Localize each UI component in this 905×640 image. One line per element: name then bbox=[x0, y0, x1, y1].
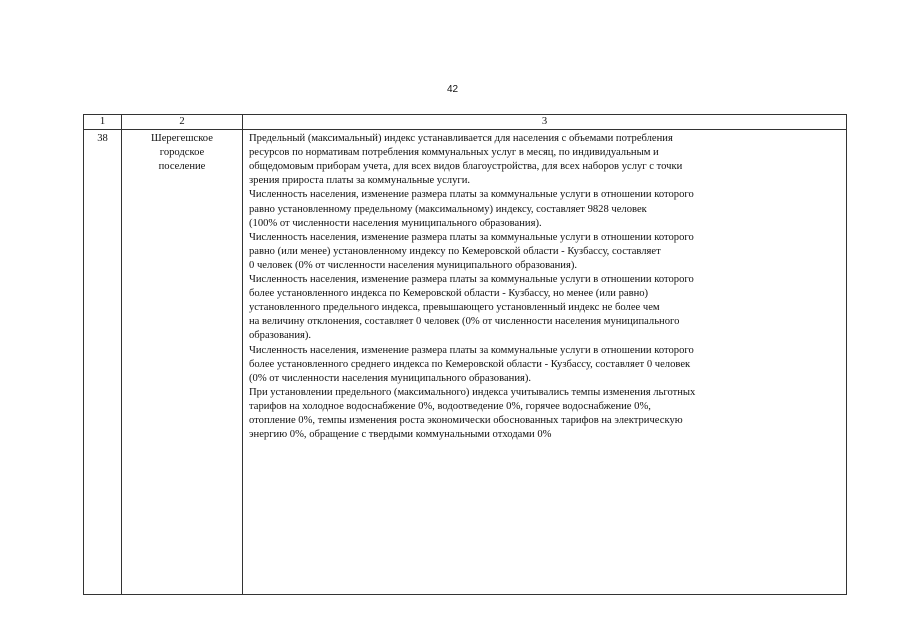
description-line: ресурсов по нормативам потребления коммунальных услуг в месяц, по индивидуальным и bbox=[249, 147, 659, 159]
description-line: установленного предельного индекса, превышающего установленный индекс не более чем bbox=[249, 302, 660, 314]
row-number-cell: 38 bbox=[84, 130, 122, 595]
description-line: равно установленному предельному (максимальному) индексу, составляет 9828 человек bbox=[249, 203, 647, 215]
description-line: равно (или менее) установленному индексу по Кемеровской области - Кузбассу, составляет bbox=[249, 245, 661, 257]
description-line: тарифов на холодное водоснабжение 0%, водоотведение 0%, горячее водоснабжение 0%, bbox=[249, 400, 651, 412]
document-table bbox=[83, 114, 847, 595]
description-line: Предельный (максимальный) индекс устанавливается для населения с объемами потребления bbox=[249, 133, 673, 145]
municipality-name-line: городское bbox=[159, 147, 205, 159]
description-line: Численность населения, изменение размера платы за коммунальные услуги в отношении которого bbox=[249, 274, 694, 286]
description-line: более установленного индекса по Кемеровской области - Кузбассу, но менее (или равно) bbox=[249, 288, 649, 300]
description-line: отопление 0%, темпы изменения роста экономически обоснованных тарифов на электрическую bbox=[249, 414, 683, 426]
header-cell-2: 2 bbox=[122, 115, 243, 130]
description-line: на величину отклонения, составляет 0 человек (0% от численности населения муниципального bbox=[249, 316, 680, 328]
description-line: общедомовым приборам учета, для всех видов благоустройства, для всех наборов услуг с точки bbox=[249, 161, 683, 173]
description-line: 0 человек (0% от численности населения муниципального образования). bbox=[249, 259, 578, 271]
description-line: При установлении предельного (максимального) индекса учитывались темпы изменения льготных bbox=[249, 386, 696, 398]
table-header-row bbox=[84, 115, 847, 130]
description-line: Численность населения, изменение размера платы за коммунальные услуги в отношении которого bbox=[249, 231, 694, 243]
municipality-name-line: поселение bbox=[158, 161, 206, 173]
description-line: (100% от численности населения муниципального образования). bbox=[249, 217, 542, 229]
header-cell-1: 1 bbox=[84, 115, 122, 130]
description-line: Численность населения, изменение размера платы за коммунальные услуги в отношении которого bbox=[249, 189, 694, 201]
municipality-name-cell bbox=[122, 130, 243, 595]
municipality-name-line: Шерегешское bbox=[151, 133, 213, 145]
table-row bbox=[84, 130, 847, 595]
description-line: образования). bbox=[249, 330, 312, 342]
description-line: энергию 0%, обращение с твердыми коммунальными отходами 0% bbox=[249, 429, 552, 441]
description-line: более установленного среднего индекса по Кемеровской области - Кузбассу, составляет 0 человек bbox=[249, 358, 691, 370]
description-line: Численность населения, изменение размера платы за коммунальные услуги в отношении которого bbox=[249, 344, 694, 356]
description-cell bbox=[243, 130, 847, 595]
description-line: зрения прироста платы за коммунальные услуги. bbox=[249, 175, 471, 187]
description-line: (0% от численности населения муниципального образования). bbox=[249, 372, 532, 384]
header-cell-3: 3 bbox=[243, 115, 847, 130]
page-number: 42 bbox=[446, 84, 459, 95]
